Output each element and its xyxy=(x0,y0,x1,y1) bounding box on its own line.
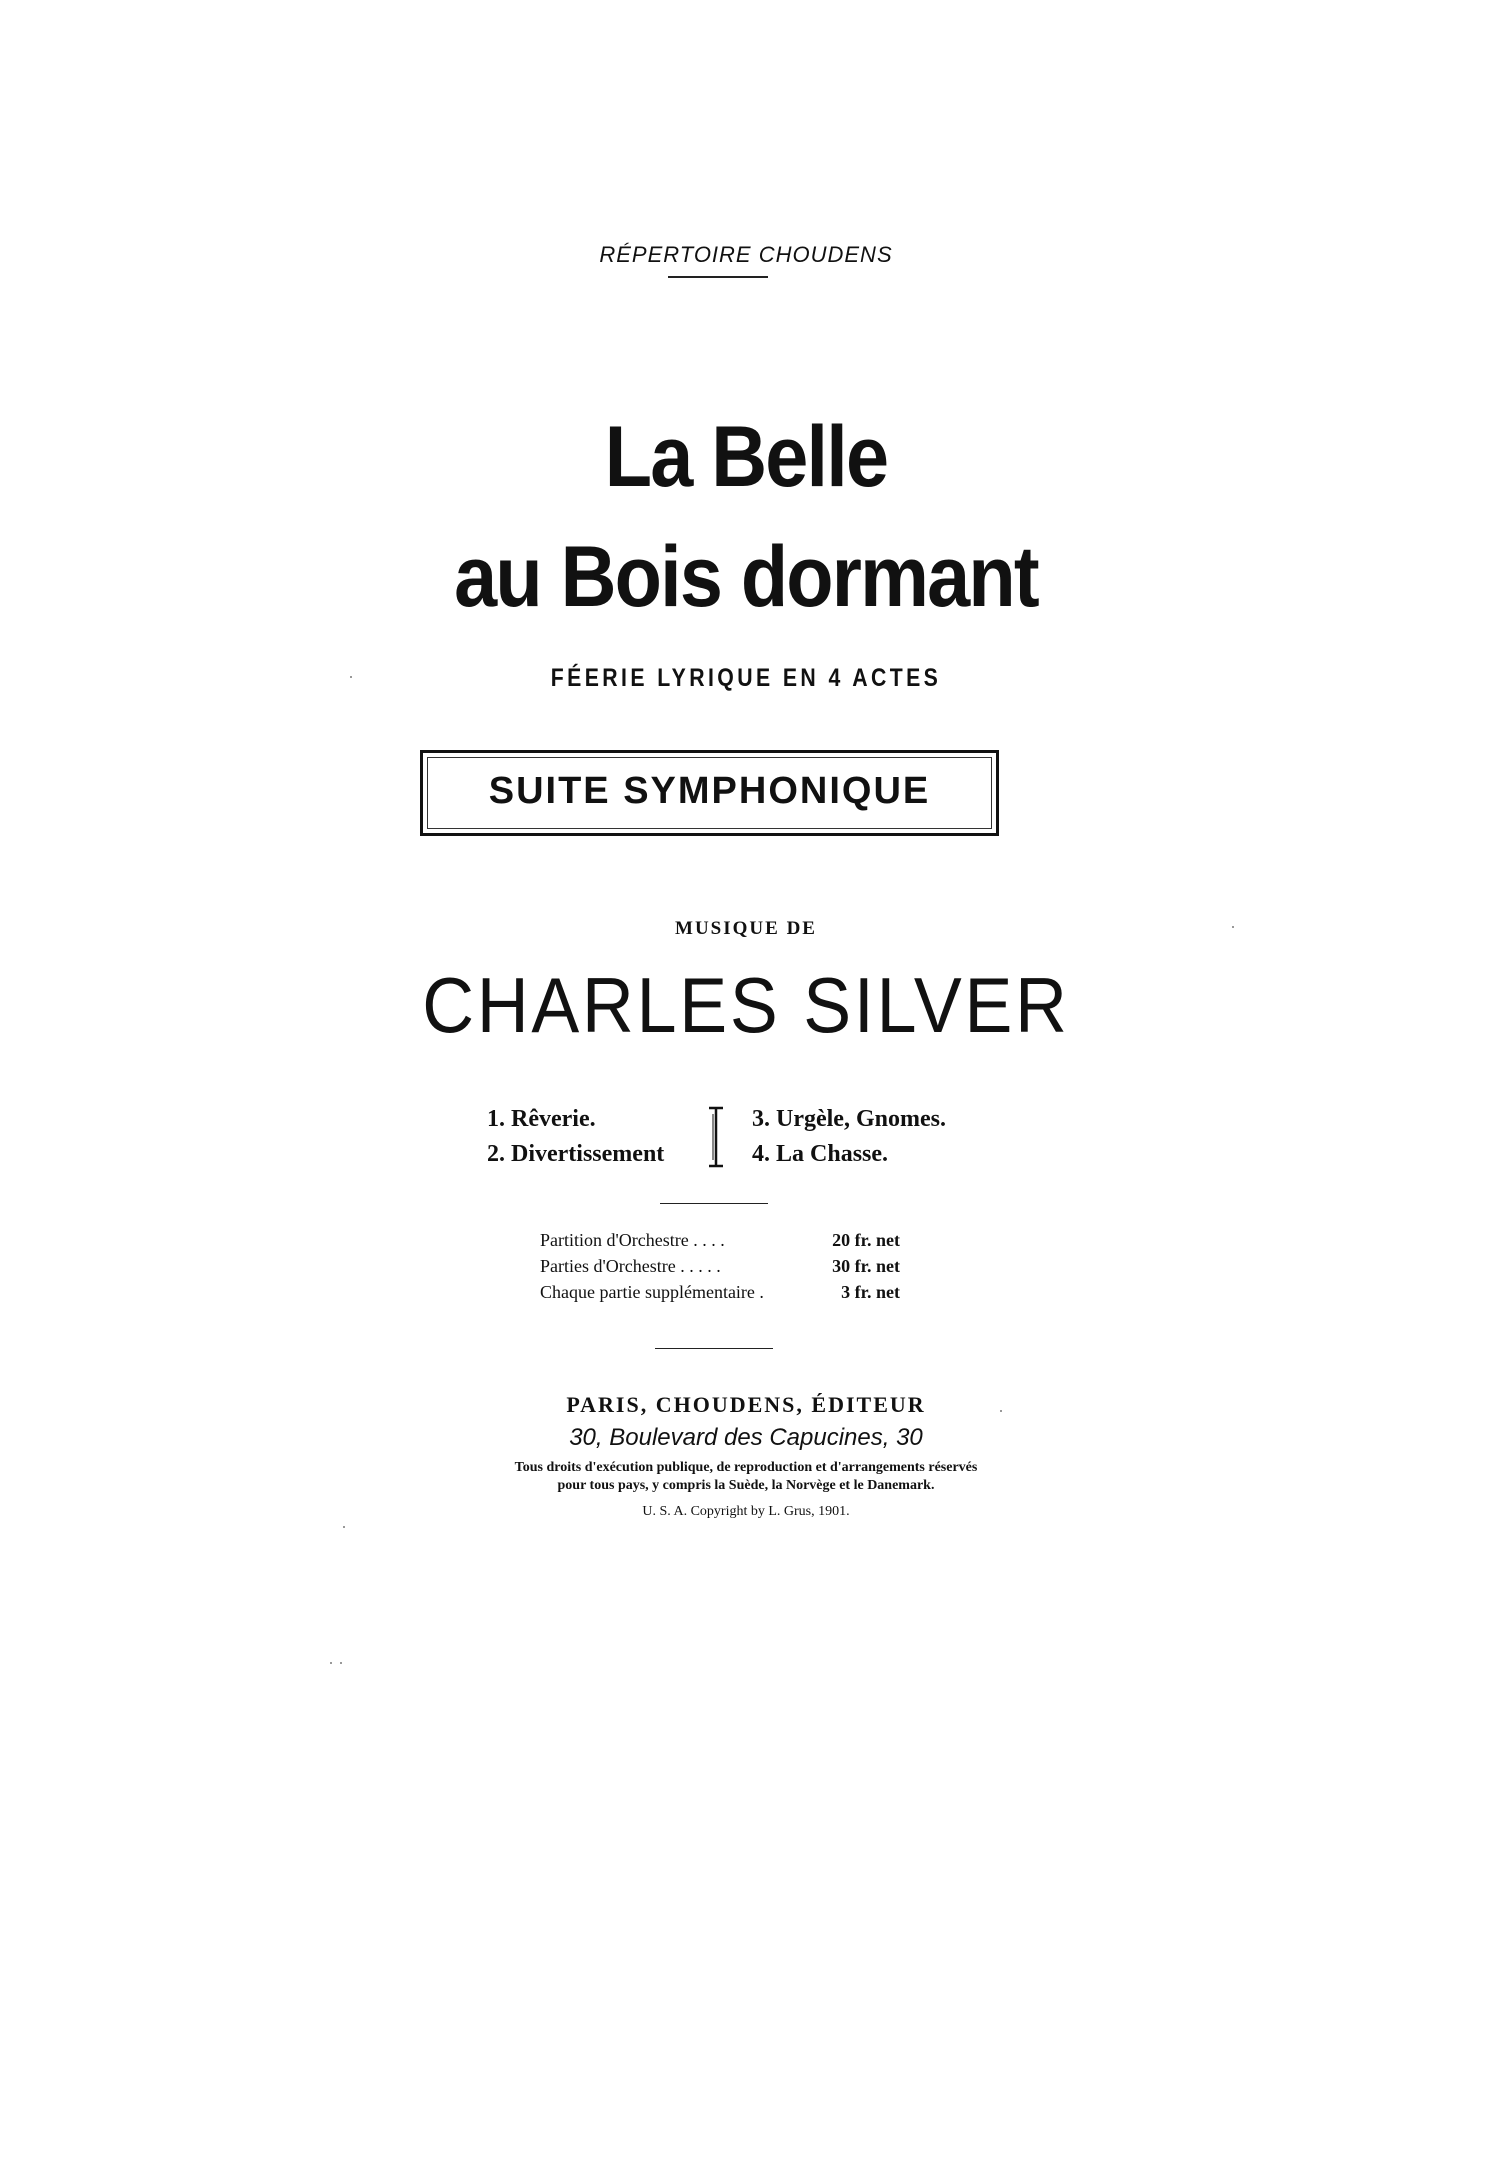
musique-de-label: MUSIQUE DE xyxy=(675,918,817,939)
price-label: Chaque partie supplémentaire . xyxy=(540,1282,764,1302)
publisher-address: 30, Boulevard des Capucines, 30 xyxy=(569,1424,923,1451)
price-value: 20 fr. net xyxy=(832,1230,900,1250)
composer-name: CHARLES SILVER xyxy=(422,961,1070,1049)
price-row xyxy=(540,1253,900,1279)
movement-3: 3. Urgèle, Gnomes. xyxy=(752,1106,946,1132)
movement-4: 4. La Chasse. xyxy=(752,1141,889,1167)
rights-notice-line-2: pour tous pays, y compris la Suède, la Norvège et le Danemark. xyxy=(557,1478,935,1493)
scan-speck xyxy=(340,1662,342,1664)
title-line-1: La Belle xyxy=(604,409,888,505)
movement-2: 2. Divertissement xyxy=(487,1141,665,1167)
rights-notice-line-1: Tous droits d'exécution publique, de reproduction et d'arrangements réservés xyxy=(514,1460,978,1475)
price-label: Partition d'Orchestre . . . . xyxy=(540,1230,725,1250)
price-value: 3 fr. net xyxy=(841,1282,900,1302)
divider-prices xyxy=(655,1348,773,1349)
subtitle: FÉERIE LYRIQUE EN 4 ACTES xyxy=(550,664,942,692)
title-line-2: au Bois dormant xyxy=(454,529,1038,625)
scan-speck xyxy=(350,676,352,678)
price-row xyxy=(540,1227,900,1253)
price-label: Parties d'Orchestre . . . . . xyxy=(540,1256,721,1276)
price-row xyxy=(540,1279,900,1305)
price-value: 30 fr. net xyxy=(832,1256,900,1276)
price-list xyxy=(540,1227,900,1305)
repertoire-heading: RÉPERTOIRE CHOUDENS xyxy=(599,242,893,267)
divider-top xyxy=(668,276,768,278)
movement-1: 1. Rêverie. xyxy=(487,1106,596,1132)
publisher: PARIS, CHOUDENS, ÉDITEUR xyxy=(566,1392,926,1417)
scan-speck xyxy=(1232,926,1234,928)
scan-speck xyxy=(1000,1410,1002,1412)
movement-bracket xyxy=(706,1106,726,1168)
scan-speck xyxy=(343,1526,345,1528)
copyright-notice: U. S. A. Copyright by L. Grus, 1901. xyxy=(642,1504,850,1519)
suite-box-label: SUITE SYMPHONIQUE xyxy=(488,770,931,812)
scan-speck xyxy=(330,1662,332,1664)
suite-box xyxy=(420,750,999,836)
divider-movements xyxy=(660,1203,768,1204)
